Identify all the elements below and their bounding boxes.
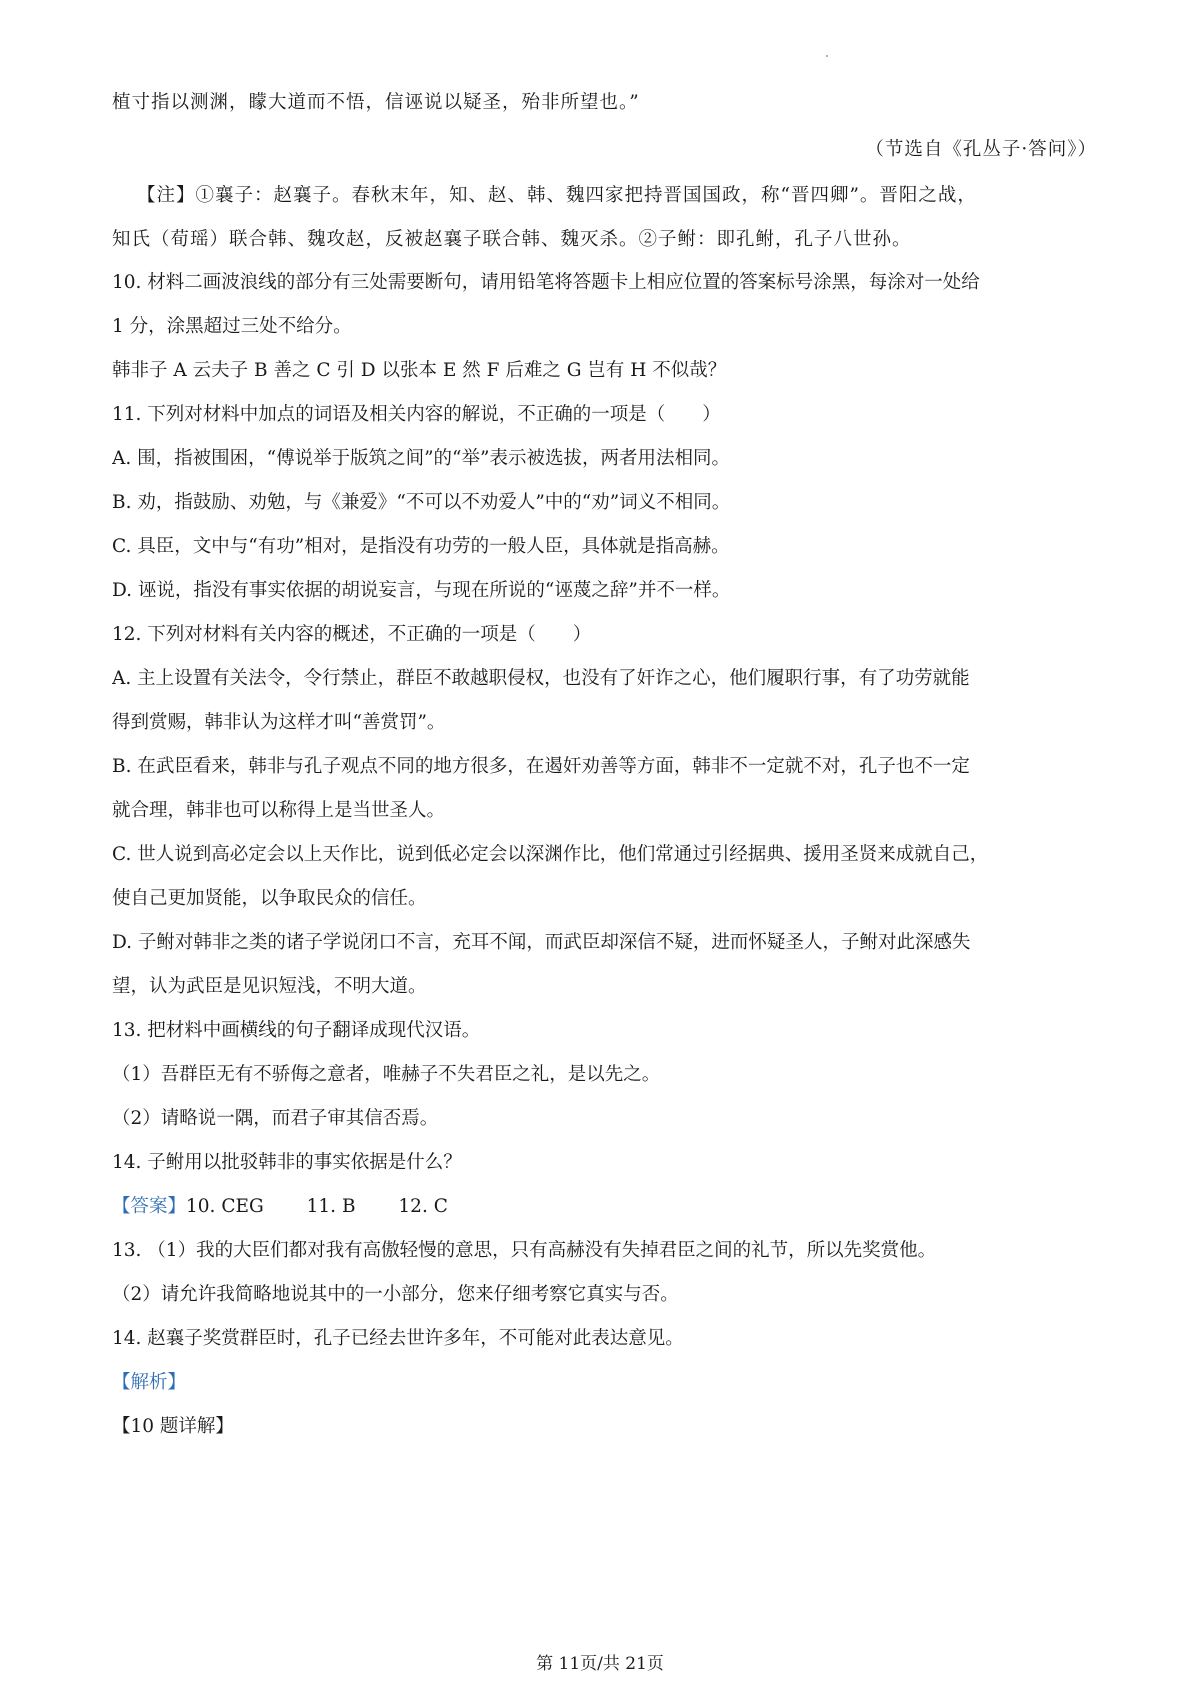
emphasis-dotted-char: 诬: [405, 88, 425, 118]
question-11-option-a: A. 围，指被围困，“傅说举于版筑之间”的“举”表示被选拔，两者用法相同。: [112, 448, 730, 469]
passage-closing-line: [112, 88, 1097, 118]
question-10-stem-cont: 1 分，涂黑超过三处不给分。: [112, 316, 352, 337]
question-12-option-b-cont: 就合理，韩非也可以称得上是当世圣人。: [112, 800, 446, 821]
answer-13-part-2: （2）请允许我简略地说其中的一小部分，您来仔细考察它真实与否。: [112, 1284, 679, 1305]
question-12-option-d-cont: 望，认为武臣是见识短浅，不明大道。: [112, 976, 427, 997]
answer-choices: 10. CEG 11. B 12. C: [186, 1196, 448, 1217]
question-12-option-a-cont: 得到赏赐，韩非认为这样才叫“善赏罚”。: [112, 712, 446, 733]
question-12-stem: 12. 下列对材料有关内容的概述，不正确的一项是（ ）: [112, 624, 592, 645]
question-11-option-b: B. 劝，指鼓励、劝勉，与《兼爱》“不可以不劝爱人”中的“劝”词义不相同。: [112, 492, 731, 513]
analysis-label: 【解析】: [112, 1372, 187, 1393]
question-12-option-c-cont: 使自己更加贤能，以争取民众的信任。: [112, 888, 427, 909]
question-11-option-d: D. 诬说，指没有事实依据的胡说妄言，与现在所说的“诬蔑之辞”并不一样。: [112, 580, 731, 601]
question-12-option-b: B. 在武臣看来，韩非与孔子观点不同的地方很多，在遏奸劝善等方面，韩非不一定就不对，孔子也不一定: [112, 756, 970, 777]
page-number: 第 11页/共 21页: [536, 1654, 664, 1674]
question-10-text: 韩非子 A 云夫子 B 善之 C 引 D 以张本 E 然 F 后难之 G 岂有 H 不似哉？: [112, 360, 727, 381]
passage-text: 植寸指以测渊，矇大道而不悟，信: [112, 92, 405, 113]
question-14-stem: 14. 子鲋用以批驳韩非的事实依据是什么？: [112, 1152, 462, 1173]
answer-13-part-1: 13. （1）我的大臣们都对我有高傲轻慢的意思，只有高赫没有失掉君臣之间的礼节，所以先奖赏他。: [112, 1240, 937, 1261]
answer-14: 14. 赵襄子奖赏群臣时，孔子已经去世许多年，不可能对此表达意见。: [112, 1328, 684, 1349]
question-11-option-c: C. 具臣，文中与“有功”相对，是指没有功劳的一般人臣，具体就是指高赫。: [112, 536, 730, 557]
answer-line: [112, 1192, 1097, 1222]
question-10-stem: 10. 材料二画波浪线的部分有三处需要断句，请用铅笔将答题卡上相应位置的答案标号涂黑，每涂对一处给: [112, 272, 980, 293]
question-12-option-a: A. 主上设置有关法令，令行禁止，群臣不敢越职侵权，也没有了奸诈之心，他们履职行事，有了功劳就能: [112, 668, 970, 689]
passage-text: 以疑圣，殆非所望也。”: [443, 92, 640, 113]
emphasis-dotted-char: 说: [424, 88, 444, 118]
question-12-option-d: D. 子鲋对韩非之类的诸子学说闭口不言，充耳不闻，而武臣却深信不疑，进而怀疑圣人，子鲋对此深感失: [112, 932, 971, 953]
question-12-option-c: C. 世人说到高必定会以上天作比，说到低必定会以深渊作比，他们常通过引经据典、援用圣贤来成就自己，: [112, 844, 989, 865]
note-line: 【注】①襄子：赵襄子。春秋末年，知、赵、韩、魏四家把持晋国国政，称“晋四卿”。晋阳之战，: [137, 185, 977, 206]
question-11-stem: 11. 下列对材料中加点的词语及相关内容的解说，不正确的一项是（ ）: [112, 404, 721, 425]
question-13-part-1: （1）吾群臣无有不骄侮之意者，唯赫子不失君臣之礼，是以先之。: [112, 1064, 661, 1085]
answer-label: 【答案】: [112, 1196, 187, 1217]
question-13-stem: 13. 把材料中画横线的句子翻译成现代汉语。: [112, 1020, 481, 1041]
detail-label-10: 【10 题详解】: [112, 1416, 234, 1437]
passage-source: （节选自《孔丛子·答问》）: [865, 139, 1097, 160]
note-line: 知氏（荀瑶）联合韩、魏攻赵，反被赵襄子联合韩、魏灭杀。②子鲋：即孔鲋，孔子八世孙。: [112, 229, 912, 250]
question-13-part-2: （2）请略说一隅，而君子审其信否焉。: [112, 1108, 439, 1129]
scan-speck: [826, 55, 828, 57]
